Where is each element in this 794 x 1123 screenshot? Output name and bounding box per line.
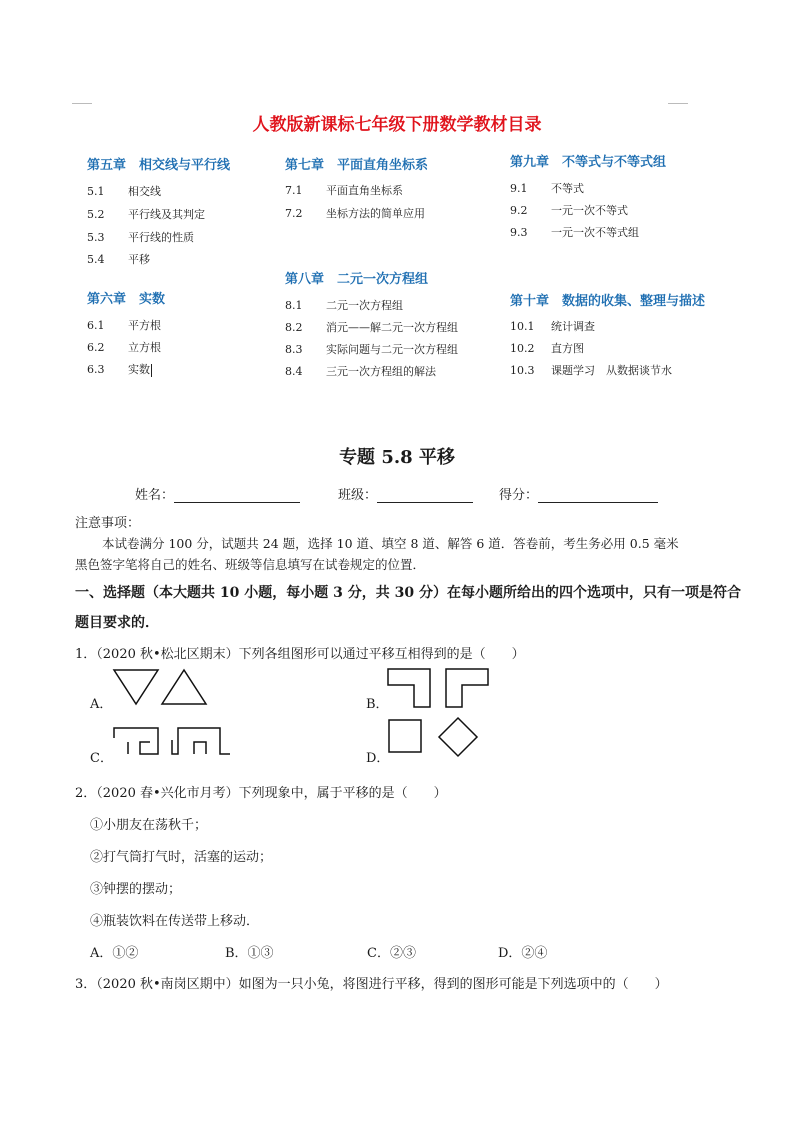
- q2-item-1: ①小朋友在荡秋千；: [90, 818, 208, 833]
- toc-section: 5.2 平行线及其判定: [87, 208, 205, 221]
- toc-section: 10.2 直方图: [510, 342, 584, 355]
- q1-option-b[interactable]: B．: [366, 697, 389, 712]
- document-title: 人教版新课标七年级下册数学教材目录: [252, 115, 542, 135]
- q2-item-4: ④瓶装饮料在传送带上移动．: [90, 914, 260, 929]
- question-2-stem: 2．（2020 春•兴化市月考）下列现象中，属于平移的是（ ）: [75, 786, 447, 801]
- toc-section: 10.3 课题学习 从数据谈节水: [510, 364, 672, 377]
- q1-option-c[interactable]: C．: [90, 751, 113, 766]
- q1-option-d-squares: [386, 717, 486, 759]
- q2-option-b[interactable]: B．①③: [225, 946, 274, 961]
- chapter-5-heading: 第五章 相交线与平行线: [87, 158, 231, 173]
- chapter-10-heading: 第十章 数据的收集、整理与描述: [510, 294, 706, 309]
- q2-option-c[interactable]: C．②③: [367, 946, 416, 961]
- toc-section: 5.1 相交线: [87, 185, 161, 198]
- toc-section: 10.1 统计调查: [510, 320, 595, 333]
- notes-line-1: 本试卷满分 100 分，试题共 24 题，选择 10 道、填空 8 道、解答 6 道．答卷前，考生务必用 0.5 毫米: [102, 536, 679, 551]
- toc-section: 8.4 三元一次方程组的解法: [285, 365, 436, 378]
- q1-option-a[interactable]: A．: [90, 697, 113, 712]
- toc-section: 5.3 平行线的性质: [87, 231, 194, 244]
- text-cursor: [151, 364, 152, 377]
- toc-section: 8.1 二元一次方程组: [285, 299, 403, 312]
- chapter-6-heading: 第六章 实数: [87, 292, 166, 307]
- toc-section: 9.1 不等式: [510, 182, 584, 195]
- q1-option-b-l-shapes: [386, 667, 492, 709]
- corner-mark-right: [668, 103, 688, 104]
- chapter-8-heading: 第八章 二元一次方程组: [285, 272, 429, 287]
- toc-section: 6.3 实数: [87, 363, 150, 376]
- toc-section: 7.1 平面直角坐标系: [285, 184, 403, 197]
- score-blank[interactable]: [538, 488, 658, 503]
- class-label: 班级：: [338, 488, 378, 503]
- toc-section: 6.2 立方根: [87, 341, 161, 354]
- toc-section: 8.2 消元——解二元一次方程组: [285, 321, 458, 334]
- notes-heading: 注意事项：: [75, 516, 141, 531]
- toc-section: 9.3 一元一次不等式组: [510, 226, 639, 239]
- name-field[interactable]: [135, 484, 300, 503]
- chapter-9-heading: 第九章 不等式与不等式组: [510, 155, 667, 170]
- toc-section: 6.1 平方根: [87, 319, 161, 332]
- section-heading: 一、选择题（本大题共 10 小题，每小题 3 分，共 30 分）在每小题所给出的四个选项中，只有一项是符合: [75, 585, 741, 601]
- class-blank[interactable]: [377, 488, 473, 503]
- score-field[interactable]: [499, 484, 658, 503]
- topic-title: 专题 5.8 平移: [339, 447, 455, 468]
- toc-section: 5.4 平移: [87, 253, 150, 266]
- toc-section: 8.3 实际问题与二元一次方程组: [285, 343, 458, 356]
- notes-line-2: 黑色签字笔将自己的姓名、班级等信息填写在试卷规定的位置．: [75, 557, 426, 572]
- name-blank[interactable]: [174, 488, 300, 503]
- q1-option-d[interactable]: D．: [366, 751, 390, 766]
- score-label: 得分：: [499, 488, 539, 503]
- q2-option-d[interactable]: D．②④: [498, 946, 548, 961]
- section-heading-cont: 题目要求的．: [75, 615, 159, 631]
- question-3-stem: 3．（2020 秋•南岗区期中）如图为一只小兔，将图进行平移，得到的图形可能是下列选项中的（ ）: [75, 977, 668, 992]
- chapter-7-heading: 第七章 平面直角坐标系: [285, 158, 429, 173]
- name-label: 姓名：: [135, 488, 175, 503]
- q2-item-3: ③钟摆的摆动；: [90, 882, 182, 897]
- corner-mark-left: [72, 103, 92, 104]
- q2-item-2: ②打气筒打气时，活塞的运动；: [90, 850, 273, 865]
- q2-option-a[interactable]: A．①②: [90, 946, 139, 961]
- question-1-stem: 1．（2020 秋•松北区期末）下列各组图形可以通过平移互相得到的是（ ）: [75, 647, 525, 662]
- q1-option-c-hooks: [110, 722, 238, 762]
- class-field[interactable]: [338, 484, 473, 503]
- toc-section: 7.2 坐标方法的简单应用: [285, 207, 425, 220]
- q1-option-a-triangles: [110, 668, 210, 708]
- toc-section: 9.2 一元一次不等式: [510, 204, 628, 217]
